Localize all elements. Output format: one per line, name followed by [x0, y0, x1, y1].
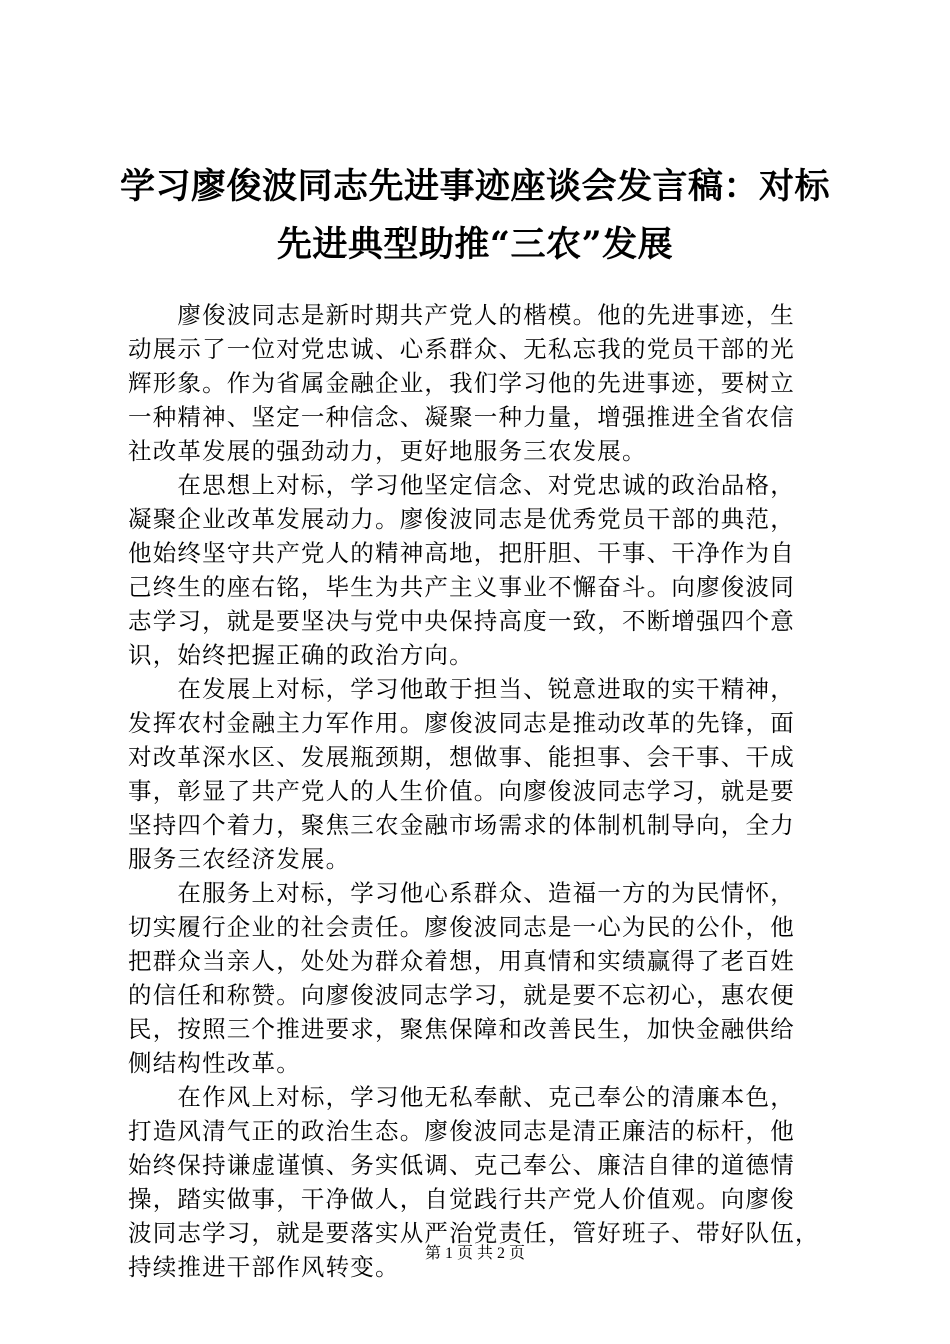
- text-line: 的信任和称赞。向廖俊波同志学习，就是要不忘初心，惠农便: [128, 981, 795, 1009]
- text-line: 己终生的座右铭，毕生为共产主义事业不懈奋斗。向廖俊波同: [128, 573, 795, 601]
- title-line-2: 先进典型助推“三农”发展: [276, 224, 674, 265]
- text-line: 民，按照三个推进要求，聚焦保障和改善民生，加快金融供给: [128, 1015, 795, 1043]
- text-line: 在思想上对标，学习他坚定信念、对党忠诚的政治品格，: [128, 471, 795, 499]
- page-number-footer: 第 1 页 共 2 页: [424, 1245, 525, 1262]
- paragraph-1: [128, 298, 828, 468]
- text-line: 辉形象。作为省属金融企业，我们学习他的先进事迹，要树立: [128, 369, 795, 397]
- text-line: 识，始终把握正确的政治方向。: [128, 641, 474, 669]
- text-line: 发挥农村金融主力军作用。廖俊波同志是推动改革的先锋，面: [128, 709, 795, 737]
- text-line: 动展示了一位对党忠诚、心系群众、无私忘我的党员干部的光: [128, 335, 795, 363]
- text-line: 在服务上对标，学习他心系群众、造福一方的为民情怀，: [128, 879, 795, 907]
- title-line-1: 学习廖俊波同志先进事迹座谈会发言稿：对标: [119, 166, 830, 207]
- document-title: [100, 158, 850, 274]
- text-line: 切实履行企业的社会责任。廖俊波同志是一心为民的公仆，他: [128, 913, 795, 941]
- text-line: 志学习，就是要坚决与党中央保持高度一致，不断增强四个意: [128, 607, 795, 635]
- paragraph-3: [128, 672, 828, 876]
- text-line: 对改革深水区、发展瓶颈期，想做事、能担事、会干事、干成: [128, 743, 795, 771]
- text-line: 社改革发展的强劲动力，更好地服务三农发展。: [128, 437, 647, 465]
- text-line: 一种精神、坚定一种信念、凝聚一种力量，增强推进全省农信: [128, 403, 795, 431]
- text-line: 把群众当亲人，处处为群众着想，用真情和实绩赢得了老百姓: [128, 947, 795, 975]
- text-line: 在发展上对标，学习他敢于担当、锐意进取的实干精神，: [128, 675, 795, 703]
- paragraph-2: [128, 468, 828, 672]
- text-line: 服务三农经济发展。: [128, 845, 351, 873]
- text-line: 廖俊波同志是新时期共产党人的楷模。他的先进事迹，生: [128, 301, 795, 329]
- text-line: 波同志学习，就是要落实从严治党责任，管好班子、带好队伍，: [128, 1219, 820, 1247]
- text-line: 凝聚企业改革发展动力。廖俊波同志是优秀党员干部的典范，: [128, 505, 795, 533]
- text-line: 持续推进干部作风转变。: [128, 1253, 400, 1281]
- text-line: 他始终坚守共产党人的精神高地，把肝胆、干事、干净作为自: [128, 539, 795, 567]
- paragraph-4: [128, 876, 828, 1080]
- text-line: 始终保持谦虚谨慎、务实低调、克己奉公、廉洁自律的道德情: [128, 1151, 795, 1179]
- document-body: [128, 298, 828, 1284]
- text-line: 操，踏实做事，干净做人，自觉践行共产党人价值观。向廖俊: [128, 1185, 795, 1213]
- text-line: 在作风上对标，学习他无私奉献、克己奉公的清廉本色，: [128, 1083, 795, 1111]
- text-line: 打造风清气正的政治生态。廖俊波同志是清正廉洁的标杆，他: [128, 1117, 795, 1145]
- text-line: 事，彰显了共产党人的人生价值。向廖俊波同志学习，就是要: [128, 777, 795, 805]
- text-line: 坚持四个着力，聚焦三农金融市场需求的体制机制导向，全力: [128, 811, 795, 839]
- text-line: 侧结构性改革。: [128, 1049, 301, 1077]
